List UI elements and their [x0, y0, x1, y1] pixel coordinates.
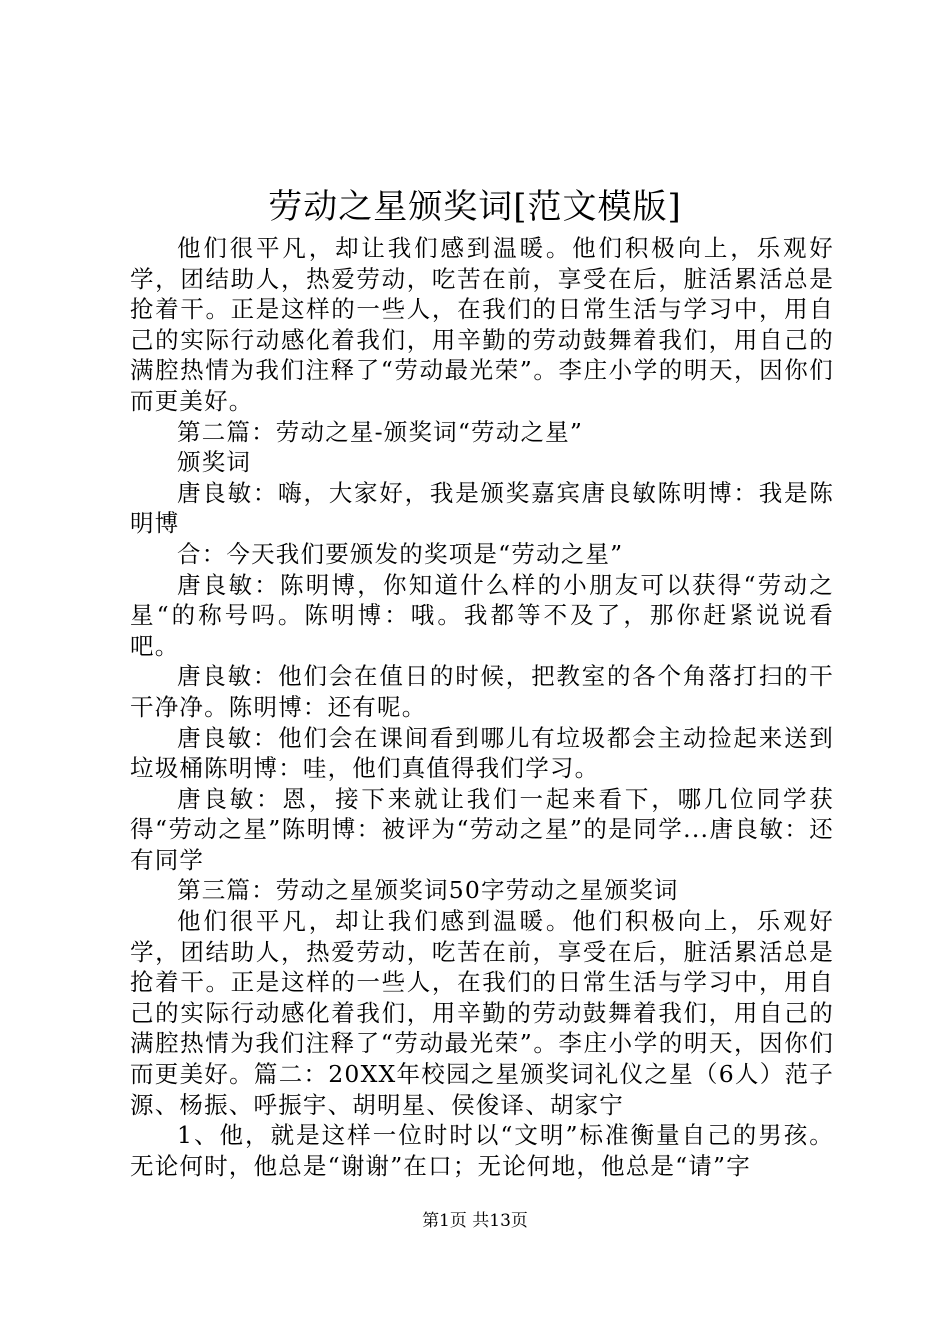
document-body: [130, 233, 834, 1181]
page-number-footer: 第1页 共13页: [422, 1211, 528, 1231]
dialogue-line: 唐良敏：嗨，大家好，我是颁奖嘉宾唐良敏陈明博：我是陈明博: [130, 478, 834, 538]
paragraph: 1、他，就是这样一位时时以“文明”标准衡量自己的男孩。无论何时，他总是“谢谢”在口；无论何地，他总是“请”字: [130, 1121, 834, 1180]
paragraph: 颁奖词: [177, 448, 252, 477]
dialogue-line: 合：今天我们要颁发的奖项是“劳动之星”: [177, 539, 624, 568]
dialogue-line: 唐良敏：他们会在值日的时候，把教室的各个角落打扫的干干净净。陈明博：还有呢。: [130, 662, 834, 721]
paragraph: 他们很平凡，却让我们感到温暖。他们积极向上，乐观好学，团结助人，热爱劳动，吃苦在前，享受在后，脏活累活总是抢着干。正是这样的一些人，在我们的日常生活与学习中，用自己的实际行动感化着我们，用辛勤的劳动鼓舞着我们，用自己的满腔热情为我们注释了“劳动最光荣”。李庄小学的明天，因你们而更美好。: [130, 234, 834, 415]
dialogue-line: 唐良敏：他们会在课间看到哪儿有垃圾都会主动捡起来送到垃圾桶陈明博：哇，他们真值得我们学习。: [130, 723, 834, 783]
paragraph: 他们很平凡，却让我们感到温暖。他们积极向上，乐观好学，团结助人，热爱劳动，吃苦在前，享受在后，脏活累活总是抢着干。正是这样的一些人，在我们的日常生活与学习中，用自己的实际行动感化着我们，用辛勤的劳动鼓舞着我们，用自己的满腔热情为我们注释了“劳动最光荣”。李庄小学的明天，因你们而更美好。篇二：20XX年校园之星颁奖词礼仪之星（6人）范子源、杨振、呼振宇、胡明星、侯俊译、胡家宁: [130, 907, 834, 1119]
section-heading: 第二篇：劳动之星-颁奖词“劳动之星”: [177, 417, 584, 446]
dialogue-line: 唐良敏：陈明博，你知道什么样的小朋友可以获得“劳动之星“的称号吗。陈明博：哦。我都等不及了，那你赶紧说说看吧。: [130, 570, 834, 660]
dialogue-line: 唐良敏：恩，接下来就让我们一起来看下，哪几位同学获得“劳动之星”陈明博：被评为“劳动之星”的是同学...唐良敏：还有同学: [130, 784, 834, 874]
document-title: 劳动之星颁奖词[范文模版]: [268, 187, 682, 227]
section-heading: 第三篇：劳动之星颁奖词50字劳动之星颁奖词: [177, 876, 679, 905]
